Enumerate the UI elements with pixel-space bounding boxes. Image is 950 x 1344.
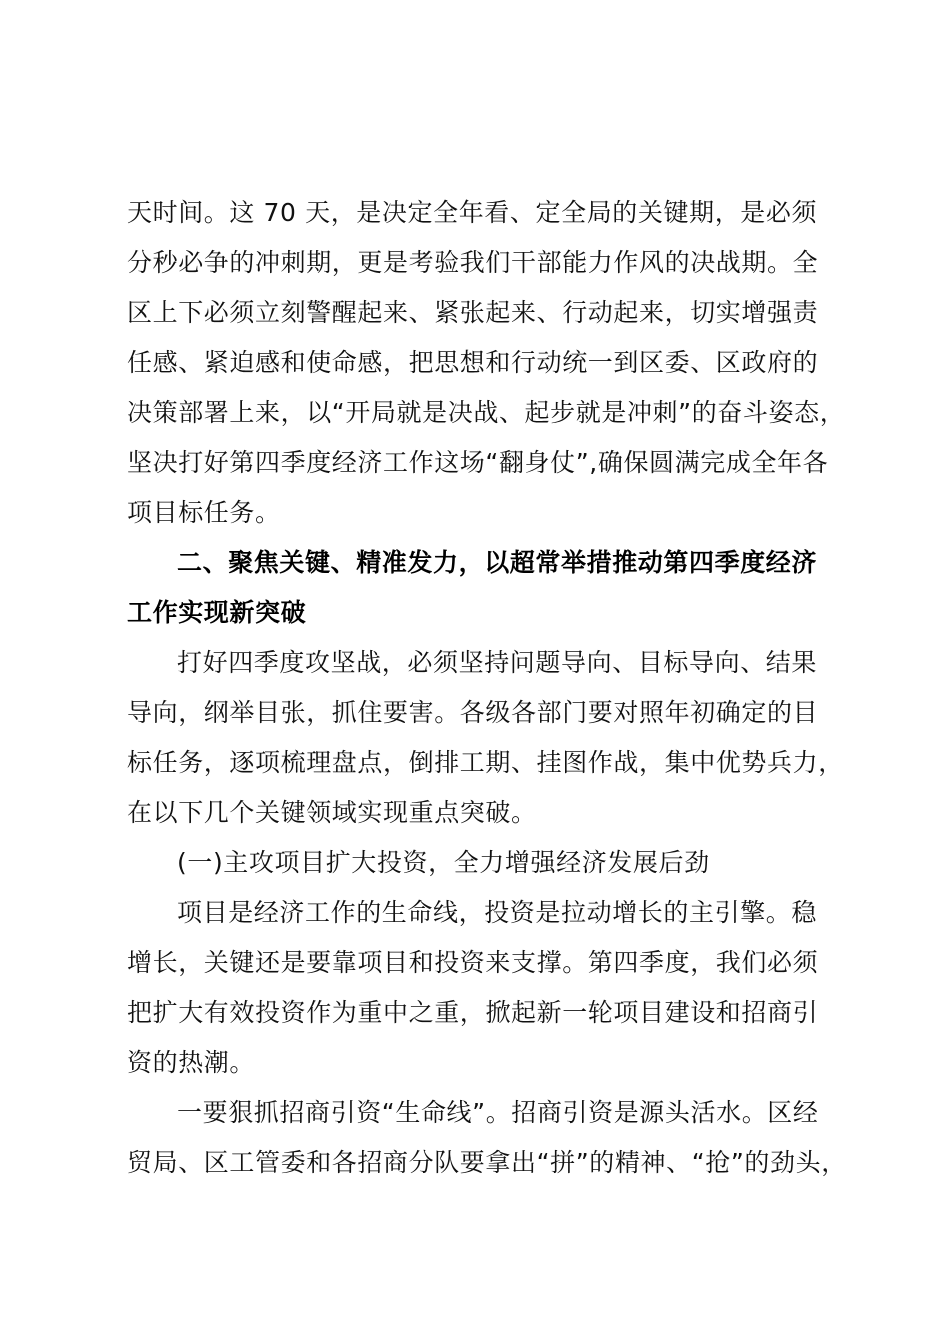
section-heading-line-1: 二、聚焦关键、精准发力，以超常举措推动第四季度经济	[177, 548, 818, 577]
paragraph-2-line-1: 打好四季度攻坚战，必须坚持问题导向、目标导向、结果	[177, 648, 818, 677]
paragraph-3-line-1: 项目是经济工作的生命线，投资是拉动增长的主引擎。稳	[177, 898, 818, 927]
subheading-1: (一)主攻项目扩大投资，全力增强经济发展后劲	[177, 848, 710, 877]
paragraph-3-line-4: 资的热潮。	[127, 1048, 256, 1077]
paragraph-4-line-1: 一要狠抓招商引资“生命线”。招商引资是源头活水。区经	[177, 1098, 819, 1127]
paragraph-1-line-7: 项目标任务。	[127, 498, 281, 527]
paragraph-2-line-3: 标任务，逐项梳理盘点，倒排工期、挂图作战，集中优势兵力，	[127, 748, 844, 777]
paragraph-1-line-2: 分秒必争的冲刺期，更是考验我们干部能力作风的决战期。全	[127, 248, 819, 277]
paragraph-1-line-4: 任感、紧迫感和使命感，把思想和行动统一到区委、区政府的	[127, 348, 819, 377]
paragraph-2-line-2: 导向，纲举目张，抓住要害。各级各部门要对照年初确定的目	[127, 698, 819, 727]
paragraph-1-line-6: 坚决打好第四季度经济工作这场“翻身仗”,确保圆满完成全年各	[127, 448, 829, 477]
paragraph-1-line-3: 区上下必须立刻警醒起来、紧张起来、行动起来，切实增强责	[127, 298, 819, 327]
paragraph-3-line-3: 把扩大有效投资作为重中之重，掀起新一轮项目建设和招商引	[127, 998, 819, 1027]
paragraph-1-line-5: 决策部署上来，以“开局就是决战、起步就是冲刺”的奋斗姿态，	[127, 398, 846, 427]
section-heading-line-2: 工作实现新突破	[127, 598, 307, 627]
paragraph-2-line-4: 在以下几个关键领域实现重点突破。	[127, 798, 537, 827]
paragraph-1-line-1: 天时间。这 70 天，是决定全年看、定全局的关键期，是必须	[127, 198, 818, 227]
paragraph-4-line-2: 贸局、区工管委和各招商分队要拿出“拼”的精神、“抢”的劲头，	[127, 1148, 847, 1177]
paragraph-3-line-2: 增长，关键还是要靠项目和投资来支撑。第四季度，我们必须	[127, 948, 819, 977]
